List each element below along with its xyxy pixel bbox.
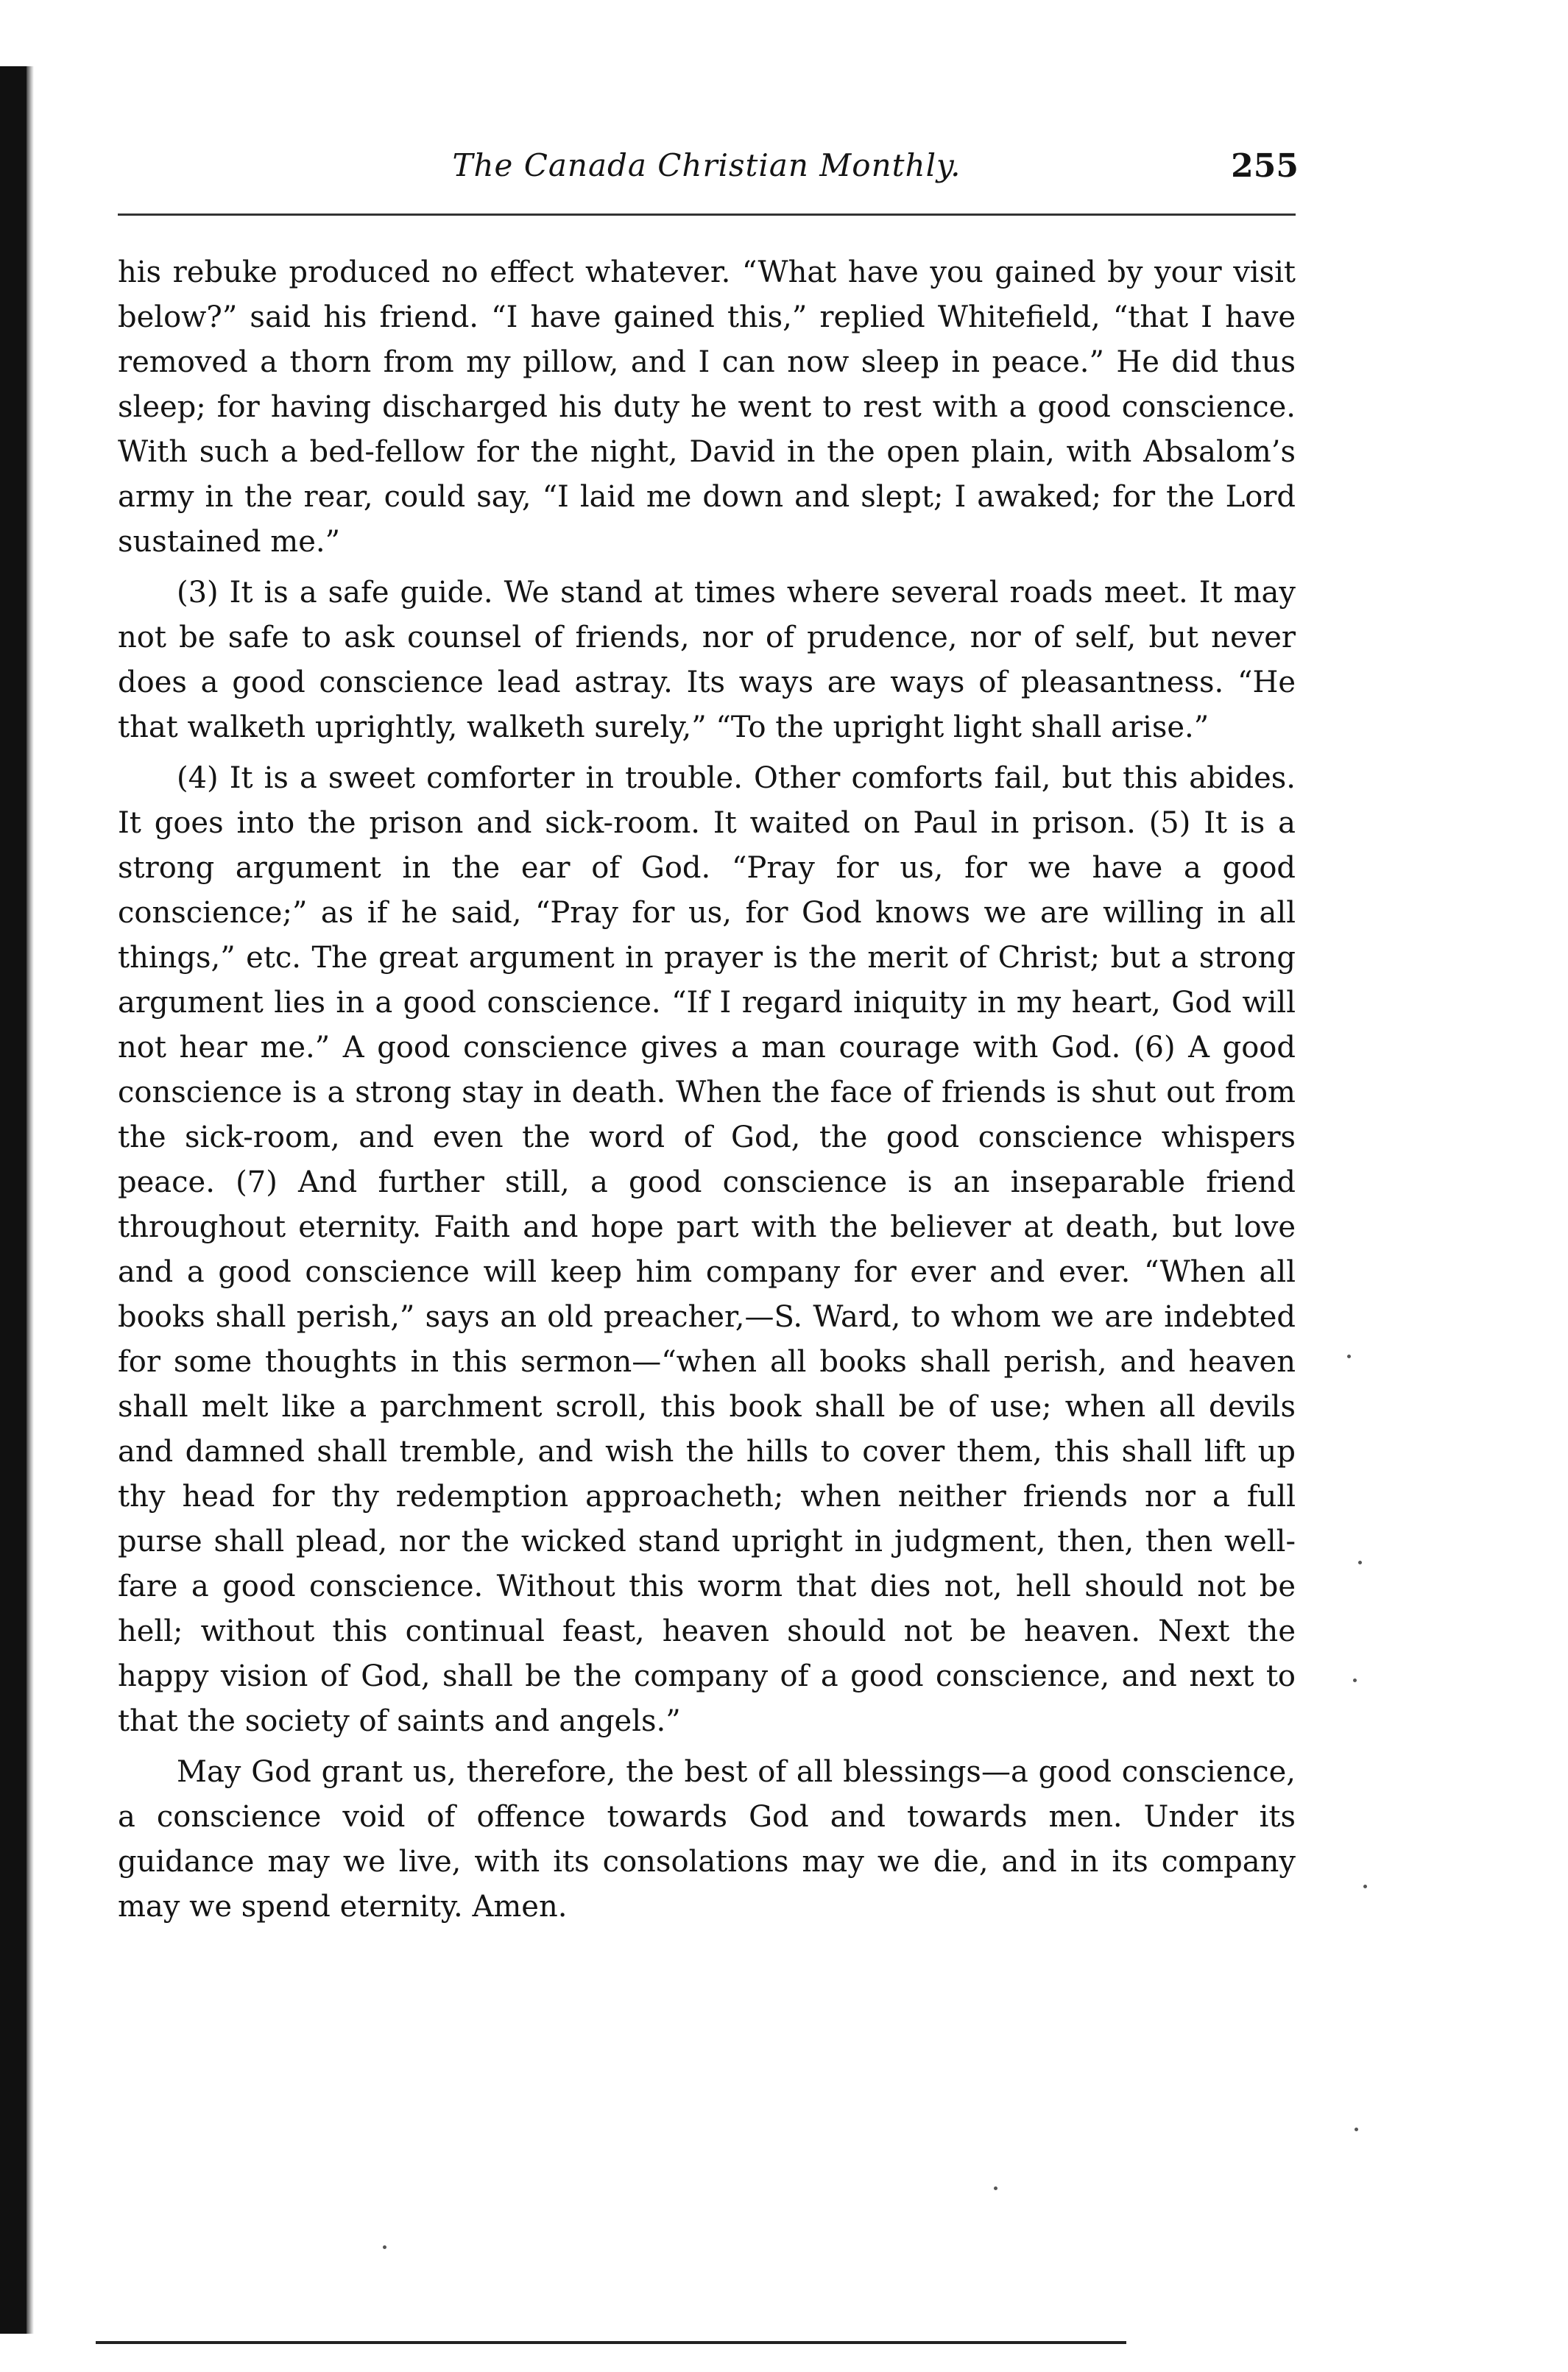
paragraph: (4) It is a sweet comforter in trouble. Other comforts fail, but this abides. It goes into the prison and sick-room. It waited on Paul in prison. (5) It is a strong argument in the ear of God. “Pray for us, for we have a good conscience;” as if he said, “Pray for us, for God knows we are willing in all things,” etc. The great argument in prayer is the merit of Christ; but a strong argument lies in a good conscience. “If I regard iniquity in my heart, God will not hear me.” A good conscience gives a man courage with God. (6) A good conscience is a strong stay in death. When the face of friends is shut out from the sick-room, and even the word of God, the good conscience whispers peace. (7) And further still, a good conscience is an inseparable friend throughout eternity. Faith and hope part with the believer at death, but love and a good conscience will keep him company for ever and ever. “When all books shall perish,” says an old preacher,—S. Ward, to whom we are indebted for some thoughts in this sermon—“when all books shall perish, and heaven shall melt like a parchment scroll, this book shall be of use; when all devils and damned shall tremble, and wish the hills to cover them, this shall lift up thy head for thy redemption approacheth; when neither friends nor a full purse shall plead, nor the wicked stand upright in judgment, then, then well-fare a good conscience. Without this worm that dies not, hell should not be hell; without this continual feast, heaven should not be heaven. Next the happy vision of God, shall be the company of a good conscience, and next to that the society of saints and angels.” bbox=[118, 761, 1296, 1738]
article-body bbox=[118, 250, 1296, 1930]
bottom-shadow-rule bbox=[96, 2341, 1126, 2344]
header-rule bbox=[118, 213, 1296, 216]
page-header bbox=[118, 147, 1299, 199]
paragraph: May God grant us, therefore, the best of all blessings—a good conscience, a conscience void of offence towards God and towards men. Under its guidance may we live, with its consolations may we die, and in its company may we spend eternity. Amen. bbox=[118, 1755, 1296, 1924]
paragraph: (3) It is a safe guide. We stand at times where several roads meet. It may not be safe to ask counsel of friends, nor of prudence, nor of self, but never does a good conscience lead astray. Its ways are ways of pleasantness. “He that walketh uprightly, walketh surely,” “To the upright light shall arise.” bbox=[118, 576, 1296, 744]
paragraph: his rebuke produced no effect whatever. “What have you gained by your visit below?” said his friend. “I have gained this,” replied Whitefield, “that I have removed a thorn from my pillow, and I can now sleep in peace.” He did thus sleep; for having discharged his duty he went to rest with a good conscience. With such a bed-fellow for the night, David in the open plain, with Absalom’s army in the rear, could say, “I laid me down and slept; I awaked; for the Lord sustained me.” bbox=[118, 255, 1296, 559]
binding-edge bbox=[27, 66, 34, 2334]
running-title: The Canada Christian Monthly. bbox=[452, 147, 961, 183]
page-number: 255 bbox=[1231, 147, 1299, 185]
binding-shadow bbox=[0, 66, 27, 2334]
